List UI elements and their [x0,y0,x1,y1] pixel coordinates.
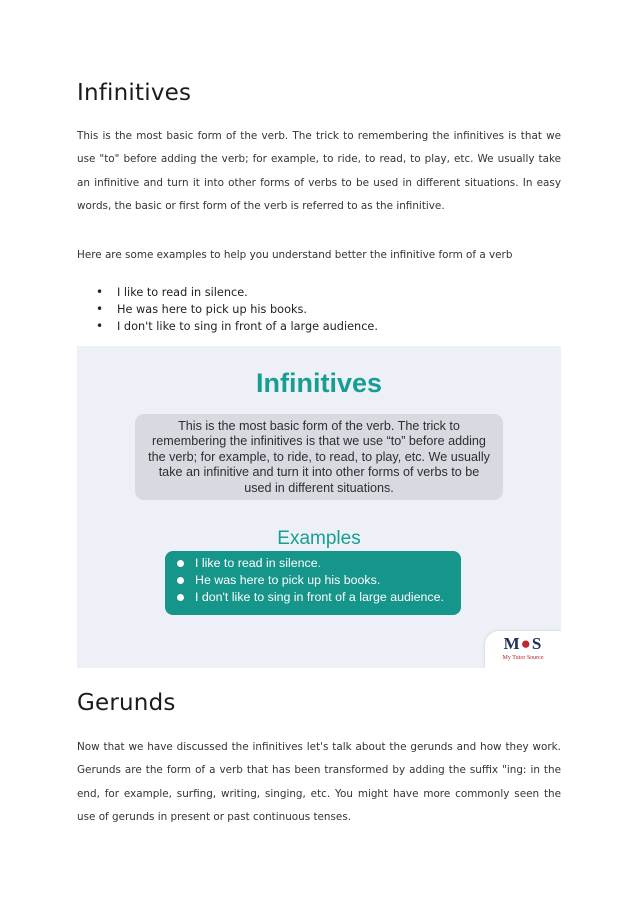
examples-intro: Here are some examples to help you understand better the infinitive form of a verb [77,249,513,261]
infinitives-heading: Infinitives [77,80,192,106]
examples-list [96,284,378,335]
infinitives-paragraph: This is the most basic form of the verb. The trick to remembering the infinitives is that we use "to" before adding the verb; for example, to ride, to read, to play, etc. We usually take an infinitive and turn it into other forms of verbs to be used in different situations. In easy words, the basic or first form of the verb is referred to as the infinitive. [77,130,561,212]
gerunds-paragraph: Now that we have discussed the infinitives let's talk about the gerunds and how they work. Gerunds are the form of a verb that has been transformed by adding the suffix "ing: in the end, for example, surfing, writing, singing, etc. You might have more commonly seen the use of gerunds in present or past continuous tenses. [77,741,561,823]
list-item: I like to read in silence. [165,555,461,572]
infographic-definition-box [135,414,503,500]
brand-logo [485,631,561,668]
infographic-examples-heading: Examples [277,528,361,549]
logo-mark: M●S [503,634,543,653]
list-item: He was here to pick up his books. [165,572,461,589]
list-item: • I don't like to sing in front of a large audience. [96,318,378,335]
logo-tagline: My Tutor Source [502,655,544,661]
gerunds-heading: Gerunds [77,690,176,716]
infographic-title: Infinitives [255,368,383,398]
pin-icon: ● [520,634,532,653]
infographic-examples-list [165,551,461,615]
list-item: I don't like to sing in front of a large audience. [165,589,461,606]
list-item: • He was here to pick up his books. [96,301,378,318]
infinitives-infographic [77,346,561,668]
list-item: • I like to read in silence. [96,284,378,301]
infographic-definition-text: This is the most basic form of the verb. The trick to remembering the infinitives is that we use “to” before adding the verb; for example, to ride, to read, to play, etc. We usually take an infinitive and turn it into other forms of verbs to be used in different situations. [148,419,490,495]
